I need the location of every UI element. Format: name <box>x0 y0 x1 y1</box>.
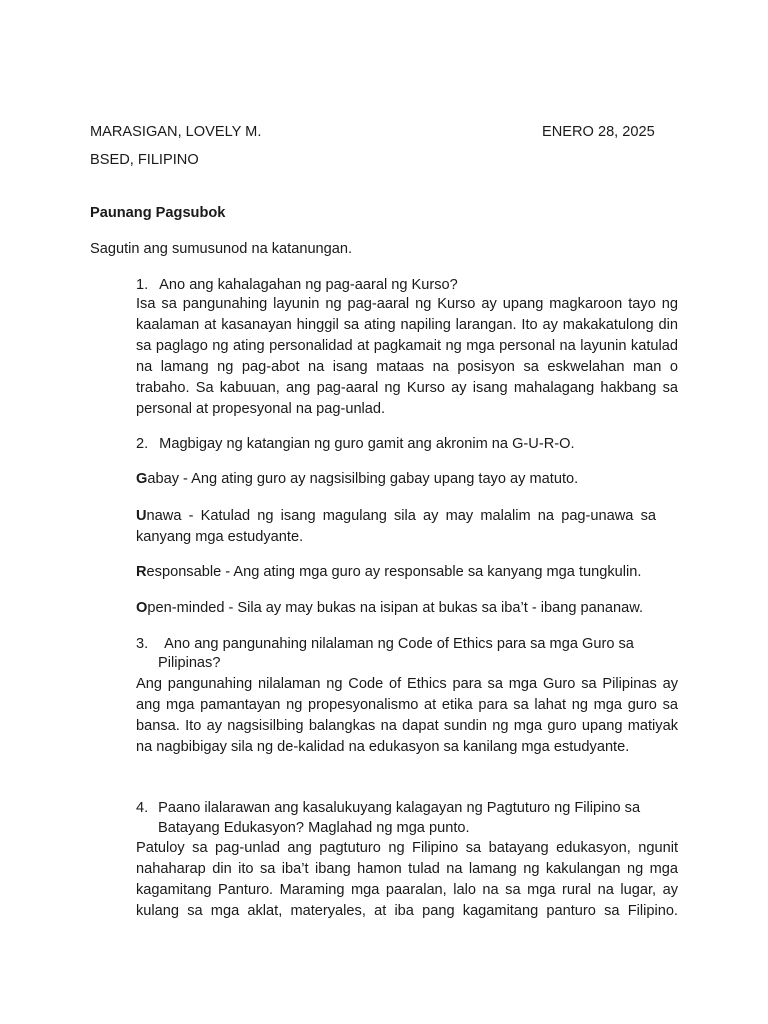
question-number: 4. <box>136 800 149 816</box>
question-number: 3. <box>136 636 149 652</box>
acronym-description: nawa - Katulad ng isang magulang sila ay may malalim na pag-unawa sa kanyang mga estudyante. <box>136 508 656 545</box>
question-text: Ano ang pangunahing nilalaman ng Code of Ethics para sa mga Guro sa <box>164 636 634 652</box>
acronym-item-g <box>136 469 678 490</box>
instruction-text: Sagutin ang sumusunod na katanungan. <box>90 241 353 257</box>
answer-4: Patuloy sa pag-unlad ang pagtuturo ng Filipino sa batayang edukasyon, ngunit nahaharap din ito sa iba’t ibang hamon tulad na lamang ng kakulangan ng mga kagamitang Panturo. Maraming mga paaralan, lalo na sa mga rural na lugar, ay kulang sa mga aklat, materyales, at iba pang kagamitang panturo sa Filipino. <box>136 840 678 919</box>
acronym-letter: G <box>136 471 148 487</box>
acronym-description: esponsable - Ang ating mga guro ay responsable sa kanyang mga tungkulin. <box>146 564 642 580</box>
document-title: Paunang Pagsubok <box>90 205 226 221</box>
question-3 <box>136 636 634 652</box>
question-4-continued: Batayang Edukasyon? Maglahad ng mga punto. <box>158 820 470 836</box>
question-1 <box>136 277 458 293</box>
question-3-continued: Pilipinas? <box>158 655 221 671</box>
acronym-letter: O <box>136 600 148 616</box>
question-text: Paano ilalarawan ang kasalukuyang kalagayan ng Pagtuturo ng Filipino sa <box>158 800 641 816</box>
acronym-description: abay - Ang ating guro ay nagsisilbing gabay upang tayo ay matuto. <box>147 471 579 487</box>
question-text: Ano ang kahalagahan ng pag-aaral ng Kurso? <box>159 277 458 293</box>
question-4 <box>136 800 640 816</box>
acronym-item-o <box>136 598 678 619</box>
question-text: Magbigay ng katangian ng guro gamit ang akronim na G-U-R-O. <box>159 436 575 452</box>
course-label: BSED, FILIPINO <box>90 152 199 168</box>
answer-1: Isa sa pangunahing layunin ng pag-aaral ng Kurso ay upang magkaroon tayo ng kaalaman at kasanayan hinggil sa ating napiling larangan. Ito ay makakatulong din sa paglago ng ating personalidad at pagkamait ng mga personal na layunin katulad na lamang ng pag-abot na isang mataas na posisyon sa eskwelahan man o trabaho. Sa kabuuan, ang pag-aaral ng Kurso ay isang mahalagang hakbang sa personal at propesyonal na pag-unlad. <box>136 296 678 417</box>
acronym-letter: U <box>136 508 147 524</box>
acronym-item-u <box>136 506 656 548</box>
question-number: 1. <box>136 277 149 293</box>
acronym-description: pen-minded - Sila ay may bukas na isipan at bukas sa iba’t - ibang pananaw. <box>147 600 644 616</box>
document-date: ENERO 28, 2025 <box>542 124 655 140</box>
question-2 <box>136 436 575 452</box>
student-name: MARASIGAN, LOVELY M. <box>90 124 262 140</box>
acronym-letter: R <box>136 564 147 580</box>
answer-3: Ang pangunahing nilalaman ng Code of Ethics para sa mga Guro sa Pilipinas ay ang mga pamantayan ng propesyonalismo at etika para sa lahat ng mga guro sa bansa. Ito ay nagsisilbing balangkas na dapat sundin ng mga guro upang matiyak na nagbibigay sila ng de-kalidad na edukasyon sa kanilang mga estudyante. <box>136 676 678 755</box>
question-number: 2. <box>136 436 149 452</box>
acronym-item-r <box>136 562 678 583</box>
